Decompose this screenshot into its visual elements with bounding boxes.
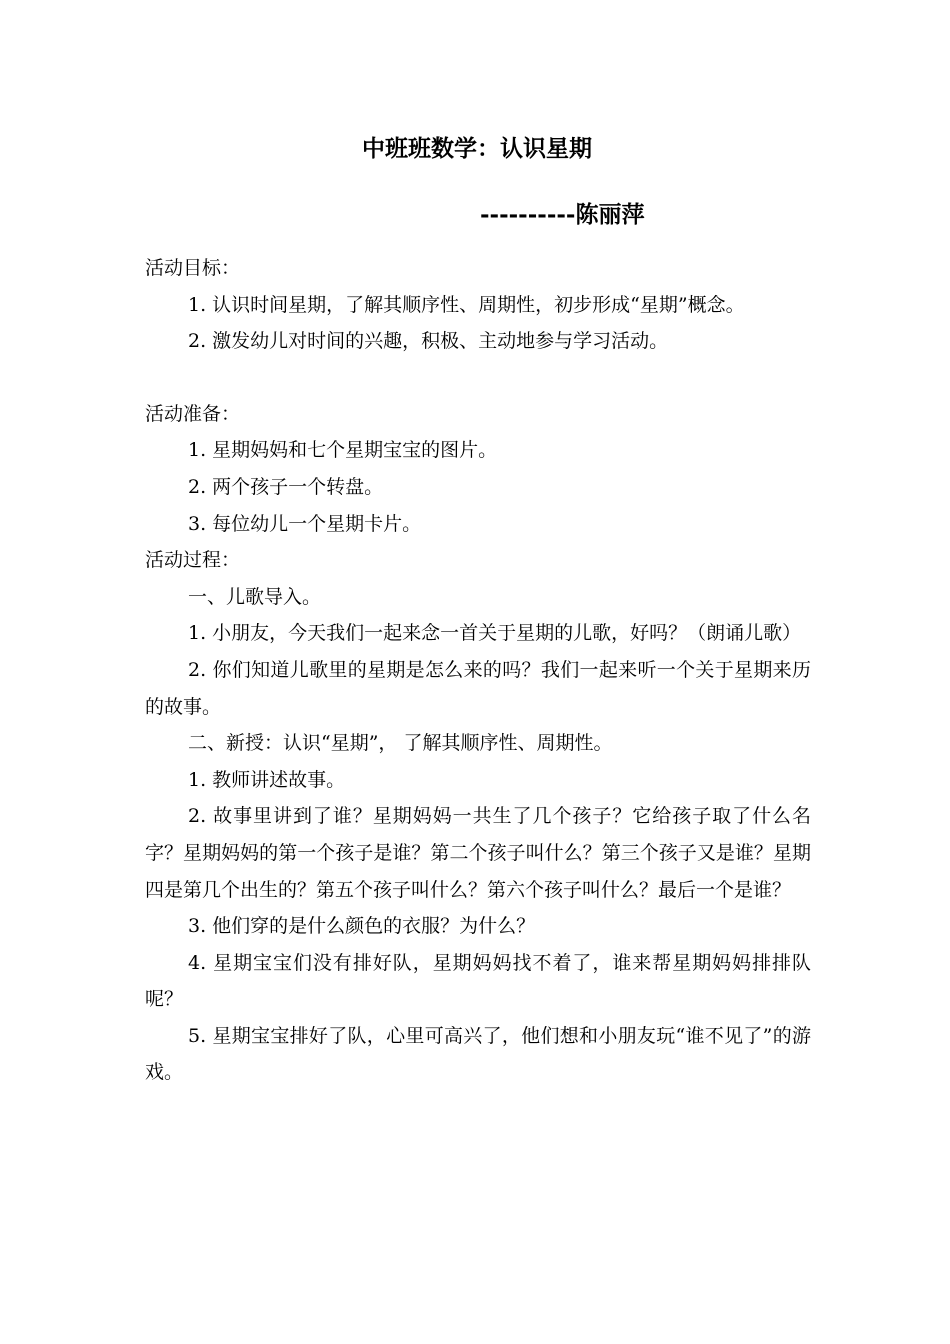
process-item: 2. 故事里讲到了谁？星期妈妈一共生了几个孩子？它给孩子取了什么名字？星期妈妈的第一个孩子是谁？第二个孩子叫什么？第三个孩子又是谁？星期四是第几个出生的？第五个孩子叫什么？第六个孩子叫什么？最后一个是谁？: [145, 805, 811, 901]
document-author: ----------陈丽萍: [480, 201, 645, 228]
goals-heading: 活动目标：: [145, 257, 241, 279]
process-heading: 活动过程：: [145, 549, 241, 572]
process-item: 1. 小朋友，今天我们一起来念一首关于星期的儿歌，好吗？（朗诵儿歌）: [188, 622, 802, 645]
prep-item: 3. 每位幼儿一个星期卡片。: [188, 512, 422, 535]
goal-item: 2. 激发幼儿对时间的兴趣，积极、主动地参与学习活动。: [188, 330, 669, 353]
blank-line: [145, 360, 811, 396]
document-title: 中班班数学：认识星期: [362, 135, 592, 162]
prep-heading: 活动准备：: [145, 402, 241, 425]
process-item: 5. 星期宝宝排好了队，心里可高兴了，他们想和小朋友玩“谁不见了”的游戏。: [145, 1024, 811, 1084]
goal-item: 1. 认识时间星期，了解其顺序性、周期性，初步形成“星期”概念。: [188, 293, 745, 316]
process-item: 一、儿歌导入。: [188, 585, 322, 608]
process-item: 1. 教师讲述故事。: [188, 768, 346, 791]
prep-item: 2. 两个孩子一个转盘。: [188, 475, 384, 498]
process-item: 2. 你们知道儿歌里的星期是怎么来的吗？我们一起来听一个关于星期来历的故事。: [145, 658, 811, 718]
process-item: 4. 星期宝宝们没有排好队，星期妈妈找不着了，谁来帮星期妈妈排排队呢？: [145, 951, 811, 1011]
process-item: 二、新授：认识“星期”， 了解其顺序性、周期性。: [188, 732, 613, 755]
prep-item: 1. 星期妈妈和七个星期宝宝的图片。: [188, 439, 498, 462]
document-body: [145, 250, 811, 1091]
process-item: 3. 他们穿的是什么颜色的衣服？为什么？: [188, 915, 536, 938]
